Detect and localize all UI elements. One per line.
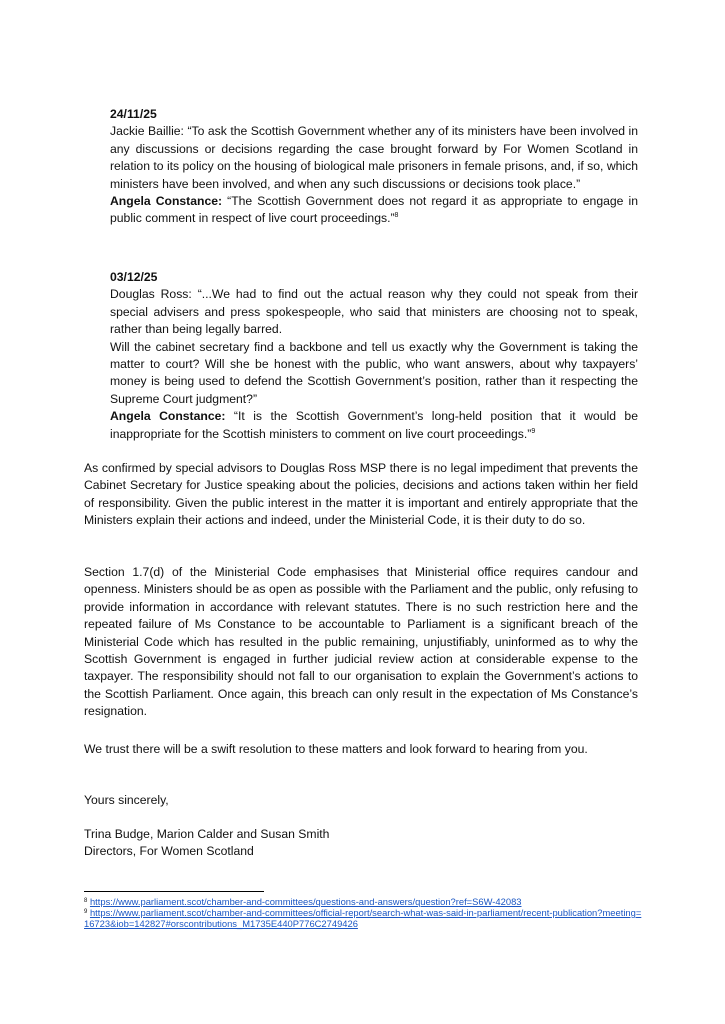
question-douglas-ross-cont: Will the cabinet secretary find a backbone and tell us exactly why the Government is taking the matter to court? Will she be honest with the public, who want answers, about why taxpayers’ money is being used to defend the Scottish Government’s position, rather than it respecting the Supreme Court judgment?” bbox=[110, 339, 638, 406]
footnote-number: 9 bbox=[84, 909, 88, 915]
footnote-9 bbox=[84, 907, 644, 929]
answer-text: “It is the Scottish Government’s long-held position that it would be inappropriate for the Scottish ministers to comment on live court proceedings.” bbox=[110, 409, 638, 441]
speaker-name: Douglas Ross: bbox=[110, 287, 192, 302]
footnotes bbox=[84, 896, 644, 929]
question-douglas-ross bbox=[110, 286, 638, 338]
speaker-name: Angela Constance: bbox=[110, 194, 223, 209]
signatory-title: Directors, For Women Scotland bbox=[84, 844, 254, 858]
section-date: 24/11/25 bbox=[110, 107, 157, 121]
speaker-name: Jackie Baillie: bbox=[110, 124, 184, 139]
body-paragraph-1: As confirmed by special advisors to Douglas Ross MSP there is no legal impediment that prevents the Cabinet Secretary for Justice speaking about the policies, decisions and actions taken within her field of responsibility. Given the public interest in the matter it is important and entirely appropriate that the Ministers explain their actions and indeed, under the Ministerial Code, it is their duty to do so. bbox=[84, 461, 638, 528]
section-date: 03/12/25 bbox=[110, 270, 158, 284]
footnote-divider bbox=[84, 891, 264, 892]
signatories: Trina Budge, Marion Calder and Susan Smith bbox=[84, 827, 330, 841]
answer-text: “The Scottish Government does not regard it as appropriate to engage in public comment in respect of live court proceedings.” bbox=[110, 194, 638, 226]
footnote-link[interactable]: https://www.parliament.scot/chamber-and-committees/official-report/search-what-was-said-in-parliament/recent-publication?meeting=16723&iob=142827#orscontributions_M1735E440P776C2749426 bbox=[84, 907, 642, 929]
footnote-link[interactable]: https://www.parliament.scot/chamber-and-committees/questions-and-answers/question?ref=S6W-42083 bbox=[89, 896, 522, 907]
body-paragraph-2: Section 1.7(d) of the Ministerial Code emphasises that Ministerial office requires candour and openness. Ministers should be as open as possible with the Parliament and the public, only refusing to provide information in accordance with relevant statutes. There is no such restriction here and the repeated failure of Ms Constance to be accountable to Parliament is a significant breach of the Ministerial Code which has resulted in the public remaining, unjustifiably, uninformed as to why the Scottish Government is engaged in further judicial review action at considerable expense to the taxpayer. The responsibility should not fall to our organisation to explain the Government’s actions to the Scottish Parliament. Once again, this breach can only result in the expectation of Ms Constance’s resignation. bbox=[84, 565, 638, 719]
answer-angela-constance bbox=[110, 408, 638, 443]
answer-angela-constance bbox=[110, 193, 638, 228]
section-03-12-25 bbox=[110, 269, 638, 443]
body-paragraph-3: We trust there will be a swift resolution to these matters and look forward to hearing from you. bbox=[84, 742, 588, 756]
footnote-8 bbox=[84, 896, 644, 907]
question-text: “To ask the Scottish Government whether any of its ministers have been involved in any discussions or decisions regarding the case brought forward by For Women Scotland in relation to its policy on the housing of biological male prisoners in female prisons, and, if so, which ministers have been involved, and when any such discussions or decisions took place.” bbox=[110, 124, 638, 191]
footnote-ref-8[interactable]: 8 bbox=[394, 212, 399, 220]
footnote-number: 8 bbox=[84, 898, 88, 904]
footnote-ref-9[interactable]: 9 bbox=[531, 427, 536, 435]
section-24-11-25 bbox=[110, 106, 638, 228]
speaker-name: Angela Constance: bbox=[110, 409, 226, 424]
closing: Yours sincerely, bbox=[84, 793, 169, 807]
question-jackie-baillie bbox=[110, 123, 638, 193]
question-text: “...We had to find out the actual reason why they could not speak from their special advisers and press spokespeople, who said that ministers are choosing not to speak, rather than being legally barred. bbox=[110, 287, 639, 337]
